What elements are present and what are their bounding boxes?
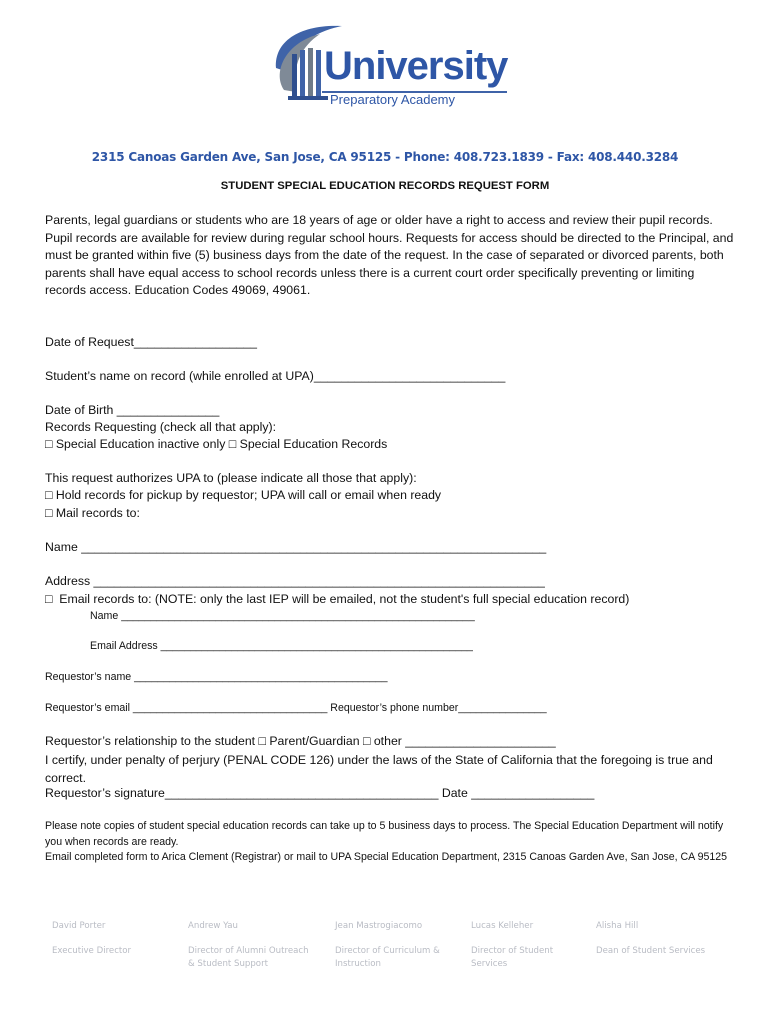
submission-note: Email completed form to Arica Clement (Registrar) or mail to UPA Special Education Department, 2315 Canoas Garden Ave, San Jose, CA 95125 <box>45 851 728 863</box>
date-of-birth-field[interactable]: Date of Birth _______________ <box>45 403 220 417</box>
requestor-name-field[interactable]: Requestor’s name ___________________________________________ <box>45 671 388 683</box>
processing-note: Please note copies of student special education records can take up to 5 business days to process. The Special Education Department will notify you when records are ready. <box>45 820 724 848</box>
email-records-checkbox[interactable]: □ Email records to: (NOTE: only the last IEP will be emailed, not the student's full special education record) <box>45 592 630 606</box>
staff-title: Dean of Student Services <box>596 946 706 956</box>
staff-member <box>188 920 313 971</box>
records-requesting-label: Records Requesting (check all that apply): <box>45 420 277 434</box>
staff-member <box>52 920 172 958</box>
intro-paragraph: Parents, legal guardians or students who are 18 years of age or older have a right to access and review their pupil records. Pupil records are available for review during regular school hours. Requests for access should be directed to the Principal, and must be granted within five (5) business days from the date of the request. In the case of separated or divorced parents, both parents shall have equal access to school records unless there is a current court order specifically preventing or limiting records access. Education Codes 49069, 49061. <box>45 213 734 297</box>
logo-subtitle: Preparatory Academy <box>330 92 456 107</box>
date-of-request-field[interactable]: Date of Request__________________ <box>45 335 257 349</box>
staff-member <box>596 920 726 958</box>
requestor-email-phone-field[interactable]: Requestor’s email _________________________________ Requestor’s phone number_______________ <box>45 702 547 714</box>
staff-member <box>335 920 450 971</box>
mail-name-field[interactable]: Name ____________________________________________________________________ <box>45 540 547 554</box>
staff-name: Alisha Hill <box>596 921 639 931</box>
staff-name: Andrew Yau <box>188 921 238 931</box>
staff-name: David Porter <box>52 921 106 931</box>
records-options-checkboxes[interactable]: □ Special Education inactive only □ Special Education Records <box>45 437 388 451</box>
mail-address-field[interactable]: Address __________________________________________________________________ <box>45 574 545 588</box>
staff-title: Director of Curriculum & Instruction <box>335 946 440 969</box>
staff-member <box>471 920 571 971</box>
student-name-field[interactable]: Student’s name on record (while enrolled at UPA)____________________________ <box>45 369 506 383</box>
email-address-field[interactable]: Email Address _____________________________________________________ <box>90 640 473 652</box>
school-address: 2315 Canoas Garden Ave, San Jose, CA 95125 - Phone: 408.723.1839 - Fax: 408.440.3284 <box>91 150 679 164</box>
staff-name: Jean Mastrogiacomo <box>335 921 423 931</box>
school-logo <box>262 20 512 112</box>
hold-records-checkbox[interactable]: □ Hold records for pickup by requestor; UPA will call or email when ready <box>45 488 442 502</box>
certify-statement: I certify, under penalty of perjury (PENAL CODE 126) under the laws of the State of California that the foregoing is true and correct. <box>45 753 713 785</box>
mail-records-checkbox[interactable]: □ Mail records to: <box>45 506 140 520</box>
form-title: STUDENT SPECIAL EDUCATION RECORDS REQUEST FORM <box>220 180 550 192</box>
logo-wordmark: University <box>324 44 508 88</box>
staff-name: Lucas Kelleher <box>471 921 534 931</box>
authorizes-label: This request authorizes UPA to (please indicate all those that apply): <box>45 471 417 485</box>
relationship-field[interactable]: Requestor’s relationship to the student □ Parent/Guardian □ other ______________________ <box>45 734 556 748</box>
signature-date-field[interactable]: Requestor’s signature________________________________________ Date __________________ <box>45 786 595 800</box>
staff-title: Executive Director <box>52 946 132 956</box>
staff-title: Director of Student Services <box>471 946 554 969</box>
email-name-field[interactable]: Name ____________________________________________________________ <box>90 610 475 622</box>
staff-title: Director of Alumni Outreach & Student Support <box>188 946 309 969</box>
